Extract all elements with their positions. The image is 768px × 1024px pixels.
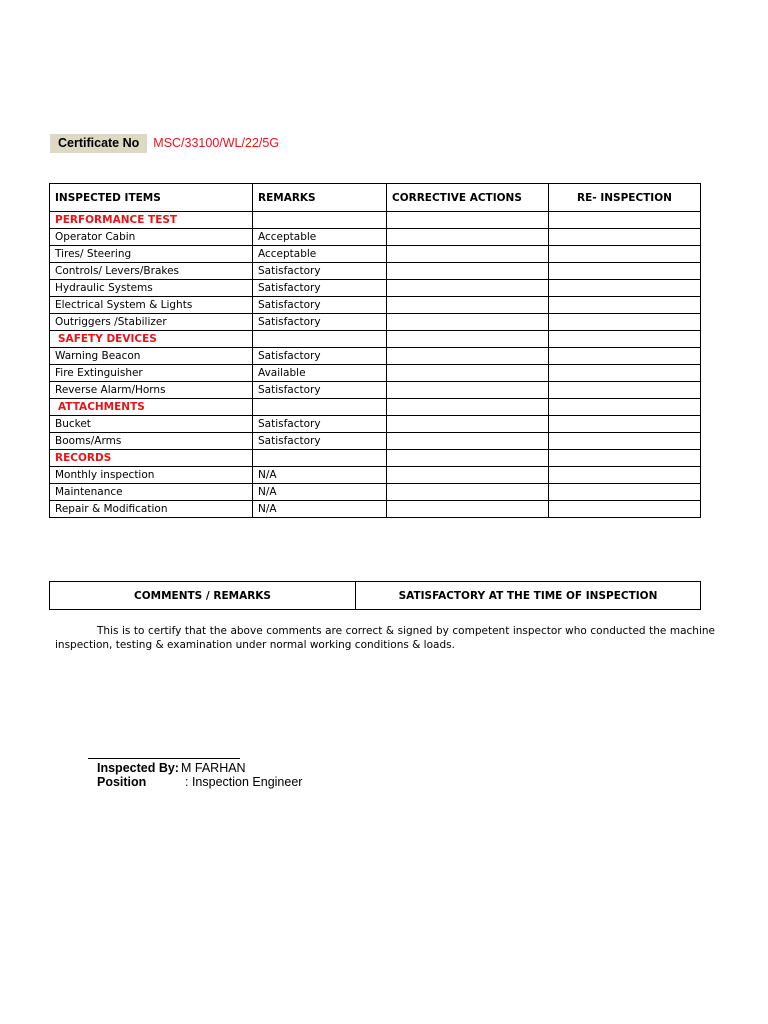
corrective-action-cell	[387, 501, 549, 518]
corrective-action-cell	[387, 348, 549, 365]
signature-block	[97, 761, 302, 789]
re-inspection-cell	[549, 382, 701, 399]
table-row	[50, 246, 701, 263]
inspected-by-label: Inspected By:	[97, 761, 179, 775]
table-row	[50, 297, 701, 314]
table-row	[50, 280, 701, 297]
remark-cell: Satisfactory	[253, 280, 387, 297]
remark-cell: Satisfactory	[253, 297, 387, 314]
remark-cell: Satisfactory	[253, 348, 387, 365]
re-inspection-cell	[549, 467, 701, 484]
inspected-item: Electrical System & Lights	[50, 297, 253, 314]
corrective-action-cell	[387, 280, 549, 297]
inspected-by-value: M FARHAN	[181, 761, 246, 775]
table-row	[50, 416, 701, 433]
table-header-row	[50, 184, 701, 212]
remark-cell: Acceptable	[253, 246, 387, 263]
remark-cell: Acceptable	[253, 229, 387, 246]
inspected-item: Reverse Alarm/Horns	[50, 382, 253, 399]
inspected-item: Operator Cabin	[50, 229, 253, 246]
inspected-item: Tires/ Steering	[50, 246, 253, 263]
comments-row	[50, 582, 701, 610]
corrective-action-cell	[387, 212, 549, 229]
remark-cell: Satisfactory	[253, 382, 387, 399]
inspected-by-row	[97, 761, 302, 775]
re-inspection-cell	[549, 314, 701, 331]
signature-line	[88, 758, 240, 759]
comments-table	[49, 581, 701, 610]
certificate-label: Certificate No	[50, 134, 147, 153]
table-row	[50, 348, 701, 365]
section-row	[50, 450, 701, 467]
table-row	[50, 365, 701, 382]
remark-cell	[253, 331, 387, 348]
table-row	[50, 433, 701, 450]
table-row	[50, 314, 701, 331]
remark-cell: N/A	[253, 501, 387, 518]
re-inspection-cell	[549, 484, 701, 501]
inspected-item: Hydraulic Systems	[50, 280, 253, 297]
certificate-number	[50, 134, 279, 152]
table-row	[50, 229, 701, 246]
re-inspection-cell	[549, 280, 701, 297]
corrective-action-cell	[387, 433, 549, 450]
inspected-item: Controls/ Levers/Brakes	[50, 263, 253, 280]
corrective-action-cell	[387, 450, 549, 467]
re-inspection-cell	[549, 450, 701, 467]
inspected-item: Outriggers /Stabilizer	[50, 314, 253, 331]
remark-cell	[253, 450, 387, 467]
header-re-inspection: RE- INSPECTION	[549, 184, 701, 212]
re-inspection-cell	[549, 348, 701, 365]
remark-cell	[253, 399, 387, 416]
remark-cell: Satisfactory	[253, 263, 387, 280]
inspected-item: Repair & Modification	[50, 501, 253, 518]
remark-cell: Satisfactory	[253, 433, 387, 450]
re-inspection-cell	[549, 331, 701, 348]
inspected-item: Booms/Arms	[50, 433, 253, 450]
corrective-action-cell	[387, 382, 549, 399]
re-inspection-cell	[549, 365, 701, 382]
re-inspection-cell	[549, 399, 701, 416]
re-inspection-cell	[549, 501, 701, 518]
inspected-item: Bucket	[50, 416, 253, 433]
re-inspection-cell	[549, 297, 701, 314]
inspected-item: Maintenance	[50, 484, 253, 501]
re-inspection-cell	[549, 229, 701, 246]
re-inspection-cell	[549, 212, 701, 229]
remark-cell: N/A	[253, 484, 387, 501]
re-inspection-cell	[549, 433, 701, 450]
corrective-action-cell	[387, 416, 549, 433]
table-row	[50, 467, 701, 484]
table-row	[50, 484, 701, 501]
remark-cell	[253, 212, 387, 229]
section-title: ATTACHMENTS	[50, 399, 253, 416]
re-inspection-cell	[549, 246, 701, 263]
certificate-value: MSC/33100/WL/22/5G	[153, 136, 280, 150]
corrective-action-cell	[387, 484, 549, 501]
certification-statement: This is to certify that the above comments are correct & signed by competent inspector who conducted the machine inspection, testing & examination under normal working conditions & loads.	[55, 625, 715, 651]
corrective-action-cell	[387, 229, 549, 246]
corrective-action-cell	[387, 297, 549, 314]
corrective-action-cell	[387, 365, 549, 382]
comments-value: SATISFACTORY AT THE TIME OF INSPECTION	[356, 582, 701, 610]
header-inspected-items: INSPECTED ITEMS	[50, 184, 253, 212]
header-corrective-actions: CORRECTIVE ACTIONS	[387, 184, 549, 212]
section-row	[50, 331, 701, 348]
inspected-item: Monthly inspection	[50, 467, 253, 484]
remark-cell: Satisfactory	[253, 314, 387, 331]
corrective-action-cell	[387, 314, 549, 331]
position-label: Position	[97, 775, 147, 789]
header-remarks: REMARKS	[253, 184, 387, 212]
table-row	[50, 501, 701, 518]
corrective-action-cell	[387, 467, 549, 484]
table-row	[50, 382, 701, 399]
corrective-action-cell	[387, 399, 549, 416]
section-title: RECORDS	[50, 450, 253, 467]
corrective-action-cell	[387, 331, 549, 348]
re-inspection-cell	[549, 263, 701, 280]
section-row	[50, 399, 701, 416]
remark-cell: Available	[253, 365, 387, 382]
corrective-action-cell	[387, 246, 549, 263]
re-inspection-cell	[549, 416, 701, 433]
table-row	[50, 263, 701, 280]
inspection-table	[49, 183, 701, 518]
section-title: PERFORMANCE TEST	[50, 212, 253, 229]
remark-cell: N/A	[253, 467, 387, 484]
corrective-action-cell	[387, 263, 549, 280]
remark-cell: Satisfactory	[253, 416, 387, 433]
inspected-item: Fire Extinguisher	[50, 365, 253, 382]
section-title: SAFETY DEVICES	[50, 331, 253, 348]
section-row	[50, 212, 701, 229]
inspected-item: Warning Beacon	[50, 348, 253, 365]
comments-label: COMMENTS / REMARKS	[50, 582, 356, 610]
position-row	[97, 775, 302, 789]
position-value: : Inspection Engineer	[185, 775, 303, 789]
